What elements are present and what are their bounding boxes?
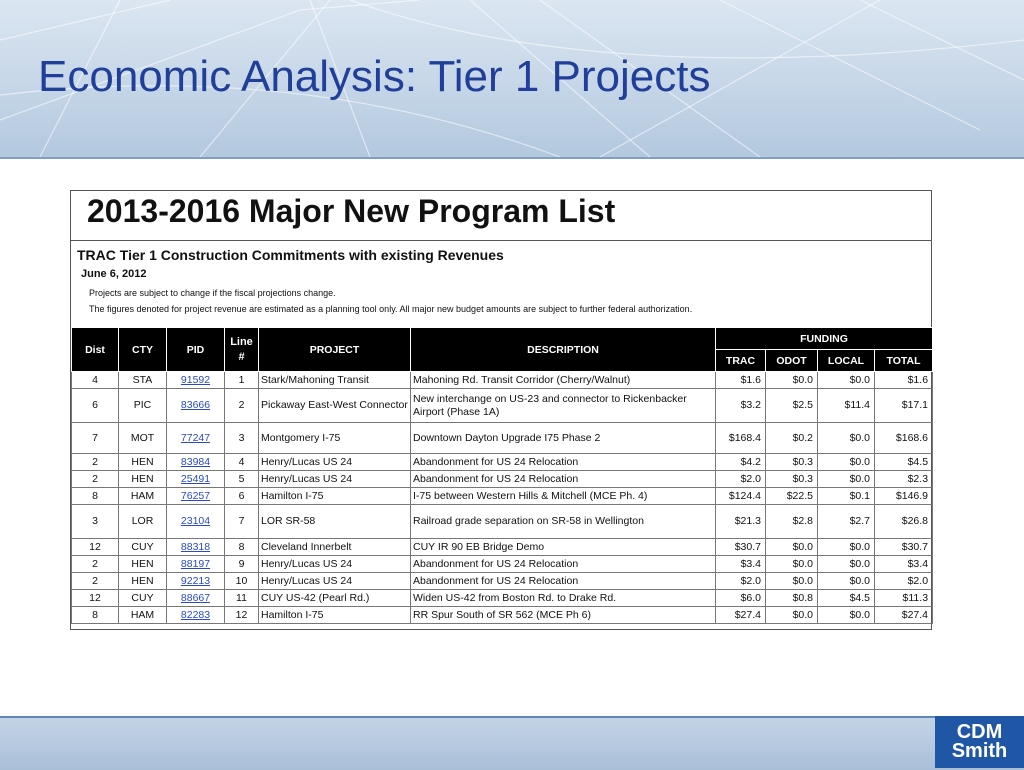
cell-odot: $0.8 [766,590,818,607]
cell-line: 6 [225,488,259,505]
table-row [72,556,933,573]
cell-local: $0.0 [818,607,875,624]
cell-dist: 6 [72,389,119,423]
cell-total: $30.7 [875,539,933,556]
cell-total: $4.5 [875,454,933,471]
cell-trac: $27.4 [716,607,766,624]
cell-local: $0.0 [818,573,875,590]
cell-total: $1.6 [875,372,933,389]
pid-link[interactable]: 82283 [167,607,225,624]
cell-project: Hamilton I-75 [259,488,411,505]
cell-line: 10 [225,573,259,590]
cell-description: New interchange on US-23 and connector to Rickenbacker Airport (Phase 1A) [411,389,716,423]
document-title: 2013-2016 Major New Program List [87,193,616,229]
logo-line-2: Smith [951,740,1008,762]
cell-trac: $30.7 [716,539,766,556]
cell-local: $11.4 [818,389,875,423]
cell-line: 4 [225,454,259,471]
table-row [72,471,933,488]
table-row [72,590,933,607]
header-description: DESCRIPTION [411,328,716,372]
cell-trac: $2.0 [716,573,766,590]
cdm-smith-logo [935,716,1024,768]
table-row [72,488,933,505]
cell-total: $146.9 [875,488,933,505]
cell-project: Stark/Mahoning Transit [259,372,411,389]
cell-local: $2.7 [818,505,875,539]
cell-odot: $2.5 [766,389,818,423]
table-row [72,505,933,539]
pid-link[interactable]: 88318 [167,539,225,556]
cell-cty: PIC [119,389,167,423]
cell-project: Pickaway East-West Connector [259,389,411,423]
cell-trac: $3.2 [716,389,766,423]
cell-trac: $1.6 [716,372,766,389]
header-total: TOTAL [875,350,933,372]
table-row [72,607,933,624]
program-list-document [70,190,932,630]
header-dist: Dist [72,328,119,372]
cell-dist: 2 [72,454,119,471]
cell-trac: $168.4 [716,423,766,454]
cell-description: Abandonment for US 24 Relocation [411,556,716,573]
slide-footer-band [0,716,1024,770]
cell-local: $0.0 [818,471,875,488]
cell-total: $168.6 [875,423,933,454]
cell-odot: $0.2 [766,423,818,454]
cell-dist: 2 [72,556,119,573]
cell-description: I-75 between Western Hills & Mitchell (MCE Ph. 4) [411,488,716,505]
cell-dist: 8 [72,488,119,505]
slide-title: Economic Analysis: Tier 1 Projects [38,52,711,101]
header-odot: ODOT [766,350,818,372]
cell-odot: $0.3 [766,454,818,471]
cell-local: $0.0 [818,423,875,454]
slide-header-band [0,0,1024,159]
table-row [72,573,933,590]
cell-cty: CUY [119,539,167,556]
cell-dist: 4 [72,372,119,389]
cell-total: $26.8 [875,505,933,539]
pid-link[interactable]: 83984 [167,454,225,471]
cell-description: Abandonment for US 24 Relocation [411,471,716,488]
cell-total: $27.4 [875,607,933,624]
cell-odot: $2.8 [766,505,818,539]
cell-project: LOR SR-58 [259,505,411,539]
cell-project: Henry/Lucas US 24 [259,573,411,590]
cell-odot: $0.0 [766,372,818,389]
cell-cty: HAM [119,607,167,624]
cell-description: Railroad grade separation on SR-58 in Wellington [411,505,716,539]
cell-odot: $0.0 [766,539,818,556]
cell-cty: CUY [119,590,167,607]
cell-odot: $0.0 [766,556,818,573]
header-local: LOCAL [818,350,875,372]
cell-description: RR Spur South of SR 562 (MCE Ph 6) [411,607,716,624]
logo-line-1: CDM [956,721,1003,743]
cell-project: Montgomery I-75 [259,423,411,454]
table-row [72,539,933,556]
cell-trac: $2.0 [716,471,766,488]
pid-link[interactable]: 92213 [167,573,225,590]
cell-project: Cleveland Innerbelt [259,539,411,556]
cell-line: 3 [225,423,259,454]
table-row [72,423,933,454]
header-project: PROJECT [259,328,411,372]
cell-cty: HEN [119,573,167,590]
cell-description: Widen US-42 from Boston Rd. to Drake Rd. [411,590,716,607]
cell-odot: $22.5 [766,488,818,505]
cell-cty: HEN [119,454,167,471]
cell-project: Henry/Lucas US 24 [259,471,411,488]
cell-odot: $0.0 [766,573,818,590]
cell-project: Hamilton I-75 [259,607,411,624]
cell-description: CUY IR 90 EB Bridge Demo [411,539,716,556]
cell-description: Downtown Dayton Upgrade I75 Phase 2 [411,423,716,454]
cell-description: Mahoning Rd. Transit Corridor (Cherry/Walnut) [411,372,716,389]
header-pid: PID [167,328,225,372]
cell-dist: 8 [72,607,119,624]
document-note-2: The figures denoted for project revenue are estimated as a planning tool only. All major new budget amounts are subject to further federal authorization. [89,304,693,314]
cell-total: $2.0 [875,573,933,590]
cell-cty: MOT [119,423,167,454]
cell-dist: 7 [72,423,119,454]
header-line [225,328,259,372]
cell-project: Henry/Lucas US 24 [259,556,411,573]
cell-line: 8 [225,539,259,556]
cell-dist: 2 [72,573,119,590]
pid-link[interactable]: 25491 [167,471,225,488]
table-row [72,389,933,423]
table-row [72,372,933,389]
cell-dist: 3 [72,505,119,539]
cell-description: Abandonment for US 24 Relocation [411,573,716,590]
cell-trac: $3.4 [716,556,766,573]
cell-line: 1 [225,372,259,389]
header-trac: TRAC [716,350,766,372]
cell-cty: HEN [119,556,167,573]
cell-local: $0.1 [818,488,875,505]
cell-line: 2 [225,389,259,423]
document-date: June 6, 2012 [81,268,147,280]
table-row [72,454,933,471]
cell-dist: 12 [72,590,119,607]
program-table [71,327,933,624]
cell-total: $3.4 [875,556,933,573]
cell-trac: $4.2 [716,454,766,471]
pid-link[interactable]: 76257 [167,488,225,505]
cell-line: 11 [225,590,259,607]
document-subtitle: TRAC Tier 1 Construction Commitments with existing Revenues [77,247,504,263]
cell-project: CUY US-42 (Pearl Rd.) [259,590,411,607]
pid-link[interactable]: 77247 [167,423,225,454]
cell-odot: $0.0 [766,607,818,624]
cell-dist: 2 [72,471,119,488]
cell-local: $0.0 [818,372,875,389]
cell-local: $4.5 [818,590,875,607]
cell-total: $11.3 [875,590,933,607]
pid-link[interactable]: 88197 [167,556,225,573]
cell-total: $17.1 [875,389,933,423]
cell-total: $2.3 [875,471,933,488]
pid-link[interactable]: 83666 [167,389,225,423]
cell-cty: STA [119,372,167,389]
title-divider [71,240,931,241]
cell-line: 7 [225,505,259,539]
pid-link[interactable]: 23104 [167,505,225,539]
document-note-1: Projects are subject to change if the fiscal projections change. [89,288,336,298]
cell-odot: $0.3 [766,471,818,488]
cell-dist: 12 [72,539,119,556]
cell-trac: $6.0 [716,590,766,607]
header-cty: CTY [119,328,167,372]
cell-cty: LOR [119,505,167,539]
cell-description: Abandonment for US 24 Relocation [411,454,716,471]
cell-cty: HEN [119,471,167,488]
cell-line: 5 [225,471,259,488]
cell-line: 9 [225,556,259,573]
cell-trac: $124.4 [716,488,766,505]
pid-link[interactable]: 91592 [167,372,225,389]
header-line-hash: # [238,350,245,363]
header-funding: FUNDING [716,328,933,350]
cell-local: $0.0 [818,539,875,556]
cell-local: $0.0 [818,556,875,573]
header-line-text: Line [230,335,253,348]
pid-link[interactable]: 88667 [167,590,225,607]
cell-trac: $21.3 [716,505,766,539]
cell-line: 12 [225,607,259,624]
cell-local: $0.0 [818,454,875,471]
cell-project: Henry/Lucas US 24 [259,454,411,471]
cell-cty: HAM [119,488,167,505]
